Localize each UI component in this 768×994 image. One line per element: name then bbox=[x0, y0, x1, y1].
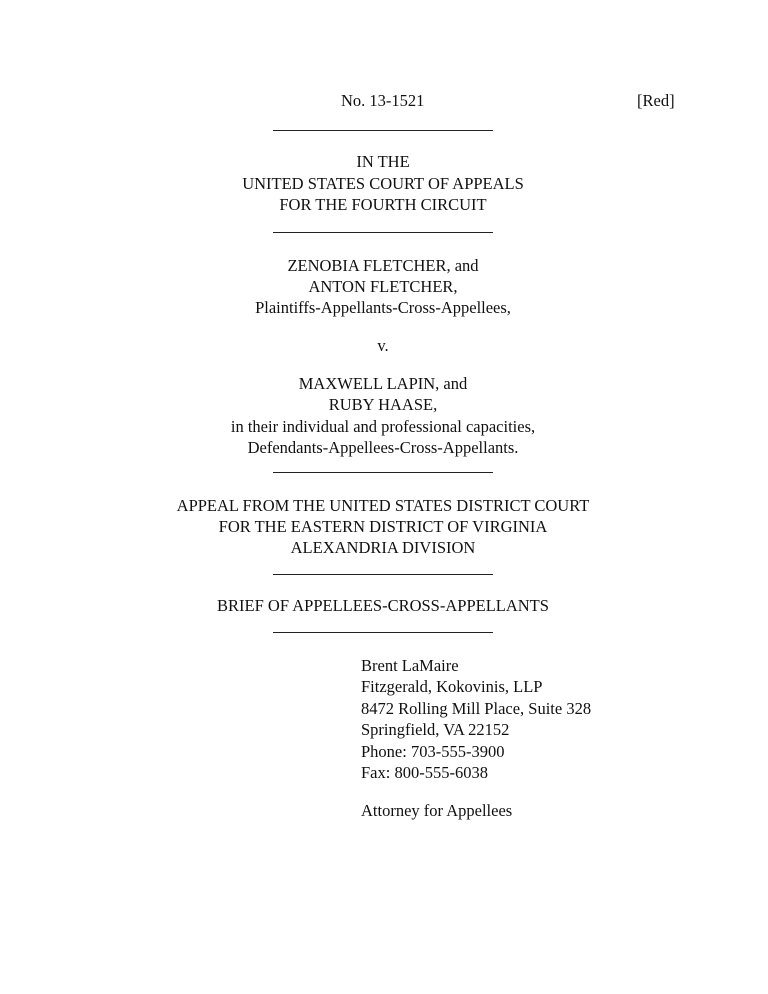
plaintiff-line: ANTON FLETCHER, bbox=[308, 277, 458, 296]
counsel-firm: Fitzgerald, Kokovinis, LLP bbox=[361, 677, 543, 696]
counsel-phone: Phone: 703-555-3900 bbox=[361, 742, 505, 761]
plaintiff-role: Plaintiffs-Appellants-Cross-Appellees, bbox=[255, 298, 511, 317]
divider bbox=[273, 632, 493, 633]
court-line: IN THE bbox=[356, 152, 410, 171]
counsel-fax: Fax: 800-555-6038 bbox=[361, 763, 488, 782]
divider bbox=[273, 232, 493, 233]
defendant-line: MAXWELL LAPIN, and bbox=[298, 374, 468, 393]
divider bbox=[273, 130, 493, 131]
counsel-address: 8472 Rolling Mill Place, Suite 328 bbox=[361, 699, 592, 718]
counsel-city: Springfield, VA 22152 bbox=[361, 720, 510, 739]
divider bbox=[273, 472, 493, 473]
redaction-tag: [Red] bbox=[637, 91, 675, 110]
court-line: FOR THE FOURTH CIRCUIT bbox=[279, 195, 487, 214]
plaintiff-line: ZENOBIA FLETCHER, and bbox=[287, 256, 479, 275]
defendant-role: Defendants-Appellees-Cross-Appellants. bbox=[247, 438, 519, 457]
defendant-line: in their individual and professional capacities, bbox=[230, 417, 536, 436]
counsel-role: Attorney for Appellees bbox=[361, 801, 513, 820]
versus: v. bbox=[377, 336, 389, 355]
docket-number: No. 13-1521 bbox=[341, 91, 425, 110]
appeal-line: ALEXANDRIA DIVISION bbox=[290, 538, 476, 557]
defendant-line: RUBY HAASE, bbox=[328, 395, 438, 414]
court-line: UNITED STATES COURT OF APPEALS bbox=[242, 174, 524, 193]
counsel-name: Brent LaMaire bbox=[361, 656, 459, 675]
appeal-line: FOR THE EASTERN DISTRICT OF VIRGINIA bbox=[218, 517, 548, 536]
divider bbox=[273, 574, 493, 575]
appeal-line: APPEAL FROM THE UNITED STATES DISTRICT COURT bbox=[176, 496, 590, 515]
brief-title: BRIEF OF APPELLEES-CROSS-APPELLANTS bbox=[217, 596, 549, 615]
